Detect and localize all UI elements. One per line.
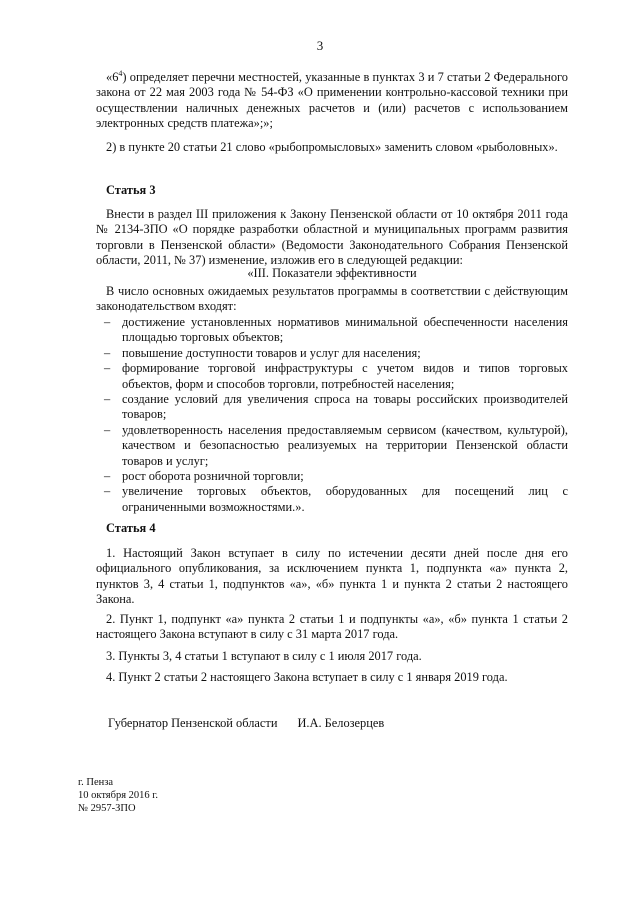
list-item-text: создание условий для увеличения спроса на товары российских производителей товаров;	[122, 392, 568, 422]
page-number: 3	[316, 38, 324, 53]
list-dash: –	[104, 315, 111, 329]
list-item	[96, 361, 568, 392]
section-intro: В число основных ожидаемых результатов программы в соответствии с действующим законодательством входят:	[96, 284, 568, 314]
section-title: «III. Показатели эффективности	[247, 266, 417, 280]
list-item-text: увеличение торговых объектов, оборудованных для посещений лиц с ограниченными возможностями.».	[122, 484, 568, 514]
list-item	[96, 484, 568, 515]
signature-name: И.А. Белозерцев	[297, 716, 385, 730]
footer-number: № 2957-ЗПО	[78, 803, 136, 814]
list-item-text: достижение установленных нормативов минимальной обеспеченности населения площадью торговых объектов;	[122, 315, 568, 345]
signature-block	[108, 716, 384, 731]
list-item-text: рост оборота розничной торговли;	[122, 469, 304, 484]
list-item	[96, 469, 568, 484]
article-4-point-3: 3. Пункты 3, 4 статьи 1 вступают в силу с 1 июля 2017 года.	[106, 649, 422, 663]
list-dash: –	[104, 422, 111, 437]
list-item	[96, 392, 568, 423]
list-dash: –	[104, 345, 111, 360]
paragraph-6-4-pre: «6	[106, 70, 119, 84]
signature-title: Губернатор Пензенской области	[108, 716, 278, 730]
document-footer	[78, 776, 158, 815]
list-item-text: повышение доступности товаров и услуг для населения;	[122, 345, 421, 360]
article-4-point-1: 1. Настоящий Закон вступает в силу по истечении десяти дней после дня его официального опубликования, за исключением пункта 1, подпункта «а» пункта 2, пунктов 3, 4 статьи 1, подпунктов «а», «б» пункта 1 и пункта 2 статьи 2 настоящего Закона.	[96, 546, 568, 607]
list-dash: –	[104, 361, 111, 376]
footer-date: 10 октября 2016 г.	[78, 790, 159, 801]
paragraph-6-4-sup: 4	[118, 68, 123, 78]
article-4-point-4: 4. Пункт 2 статьи 2 настоящего Закона вступает в силу с 1 января 2019 года.	[106, 670, 508, 684]
article-4-heading: Статья 4	[106, 521, 156, 535]
list-item	[96, 423, 568, 469]
paragraph-6-4	[96, 70, 568, 132]
article-3-heading: Статья 3	[106, 183, 156, 197]
list-item	[96, 315, 568, 346]
list-item-text: формирование торговой инфраструктуры с учетом видов и типов торговых объектов, форм и способов торговли, потребностей населения;	[122, 361, 568, 391]
article-4-point-2: 2. Пункт 1, подпункт «а» пункта 2 статьи 1 и подпункты «а», «б» пункта 1 статьи 2 настоящего Закона вступают в силу с 31 марта 2017 года.	[96, 612, 568, 642]
list-dash: –	[104, 469, 111, 484]
list-dash: –	[104, 392, 111, 407]
list-item-text: удовлетворенность населения предоставляемым сервисом (качеством, культурой), качеством и безопасностью реализуемых на территории Пензенской области товаров и услуг;	[122, 422, 568, 468]
list-item	[96, 346, 568, 361]
article-3-intro: Внести в раздел III приложения к Закону Пензенской области от 10 октября 2011 года № 2134-ЗПО «О порядке разработки областной и муниципальных программ развития торговли в Пензенской области» (Ведомости Законодательного Собрания Пензенской области, 2011, № 37) изменение, изложив его в следующей редакции:	[96, 207, 568, 268]
results-list	[96, 315, 568, 515]
paragraph-6-4-text: ) определяет перечни местностей, указанные в пунктах 3 и 7 статьи 2 Федерального закона от 22 мая 2003 года № 54-ФЗ «О применении контрольно-кассовой техники при осуществлении наличных денежных расчетов и (или) расчетов с использованием электронных средств платежа»;»;	[96, 70, 568, 131]
paragraph-item-2: 2) в пункте 20 статьи 21 слово «рыбопромысловых» заменить словом «рыболовных».	[106, 140, 558, 154]
list-dash: –	[104, 484, 111, 499]
footer-city: г. Пенза	[78, 777, 114, 788]
